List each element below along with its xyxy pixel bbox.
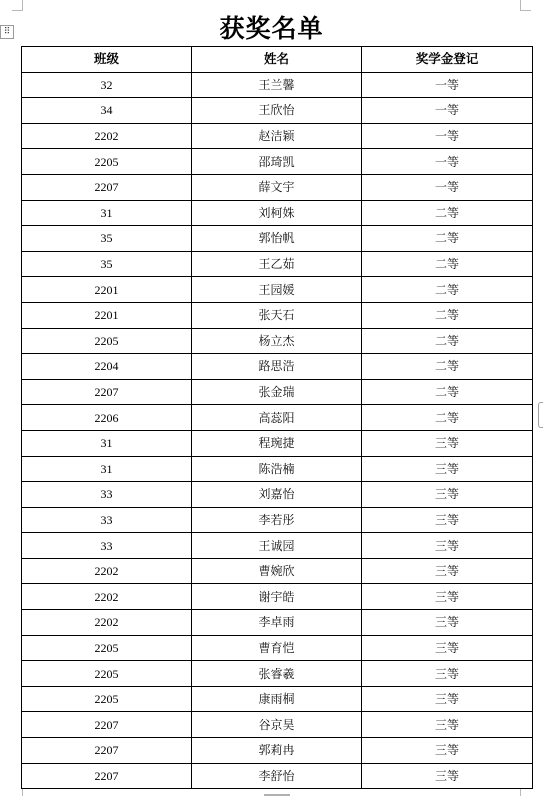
cell-name: 谷京昊: [192, 712, 362, 738]
cell-name: 李舒怡: [192, 763, 362, 789]
crop-mark-top-left: [12, 0, 23, 11]
cell-class: 33: [22, 482, 192, 508]
cell-name: 李卓雨: [192, 610, 362, 636]
cell-class: 2207: [22, 712, 192, 738]
table-row: [22, 738, 533, 764]
table-body: [22, 72, 533, 789]
table-resize-handle[interactable]: [538, 402, 543, 428]
cell-award: 二等: [362, 328, 533, 354]
cell-award: 一等: [362, 72, 533, 98]
cell-name: 薛文宇: [192, 174, 362, 200]
cell-award: 三等: [362, 610, 533, 636]
cell-name: 王乙茹: [192, 251, 362, 277]
table-row: [22, 226, 533, 252]
cell-class: 32: [22, 72, 192, 98]
cell-class: 2204: [22, 354, 192, 380]
award-list-table: [21, 46, 533, 789]
cell-award: 一等: [362, 149, 533, 175]
table-row: [22, 763, 533, 789]
cell-class: 2201: [22, 302, 192, 328]
table-row: [22, 635, 533, 661]
cell-name: 刘嘉怡: [192, 482, 362, 508]
cell-class: 31: [22, 430, 192, 456]
table-row: [22, 456, 533, 482]
table-row: [22, 354, 533, 380]
cell-name: 曹育恺: [192, 635, 362, 661]
crop-mark-top-right: [520, 0, 531, 11]
cell-award: 三等: [362, 661, 533, 687]
cell-name: 郭莉冉: [192, 738, 362, 764]
cell-class: 2205: [22, 661, 192, 687]
table-row: [22, 610, 533, 636]
cell-award: 三等: [362, 686, 533, 712]
table-row: [22, 200, 533, 226]
table-row: [22, 328, 533, 354]
cell-name: 张睿羲: [192, 661, 362, 687]
cell-class: 2202: [22, 123, 192, 149]
cell-class: 31: [22, 456, 192, 482]
table-row: [22, 507, 533, 533]
cell-class: 34: [22, 98, 192, 124]
cell-award: 二等: [362, 379, 533, 405]
table-header-row: [22, 47, 533, 73]
cell-award: 一等: [362, 174, 533, 200]
cell-award: 三等: [362, 430, 533, 456]
cell-class: 2205: [22, 635, 192, 661]
cell-award: 三等: [362, 533, 533, 559]
cell-class: 33: [22, 533, 192, 559]
cell-award: 二等: [362, 302, 533, 328]
cell-name: 程琬捷: [192, 430, 362, 456]
cell-award: 三等: [362, 482, 533, 508]
cell-award: 三等: [362, 558, 533, 584]
cell-award: 二等: [362, 277, 533, 303]
cell-class: 2207: [22, 738, 192, 764]
table-row: [22, 251, 533, 277]
cell-award: 二等: [362, 405, 533, 431]
cell-class: 2205: [22, 149, 192, 175]
cell-class: 2207: [22, 763, 192, 789]
cell-award: 一等: [362, 123, 533, 149]
cell-name: 王兰馨: [192, 72, 362, 98]
cell-name: 刘柯姝: [192, 200, 362, 226]
cell-name: 张金瑞: [192, 379, 362, 405]
table-row: [22, 277, 533, 303]
cell-award: 二等: [362, 226, 533, 252]
table-row: [22, 558, 533, 584]
cell-name: 陈浩楠: [192, 456, 362, 482]
cell-award: 一等: [362, 98, 533, 124]
table-row: [22, 379, 533, 405]
cell-award: 二等: [362, 354, 533, 380]
table-row: [22, 98, 533, 124]
cell-class: 2205: [22, 686, 192, 712]
table-row: [22, 430, 533, 456]
cell-award: 三等: [362, 635, 533, 661]
column-header-class: 班级: [22, 47, 192, 73]
cell-name: 邵琦凯: [192, 149, 362, 175]
cell-class: 31: [22, 200, 192, 226]
cell-name: 王园媛: [192, 277, 362, 303]
cell-name: 郭怡帆: [192, 226, 362, 252]
cell-name: 张天石: [192, 302, 362, 328]
column-header-award: 奖学金登记: [362, 47, 533, 73]
cell-award: 三等: [362, 584, 533, 610]
table-row: [22, 712, 533, 738]
cell-award: 二等: [362, 251, 533, 277]
table-row: [22, 533, 533, 559]
cell-class: 35: [22, 226, 192, 252]
cell-name: 曹婉欣: [192, 558, 362, 584]
cell-award: 三等: [362, 712, 533, 738]
cell-class: 2205: [22, 328, 192, 354]
cell-name: 路思浩: [192, 354, 362, 380]
cell-name: 王诚园: [192, 533, 362, 559]
cell-class: 33: [22, 507, 192, 533]
table-row: [22, 174, 533, 200]
cell-name: 谢宇皓: [192, 584, 362, 610]
table-row: [22, 686, 533, 712]
cell-class: 2206: [22, 405, 192, 431]
cell-name: 李若彤: [192, 507, 362, 533]
cell-award: 三等: [362, 456, 533, 482]
table-row: [22, 123, 533, 149]
table-row: [22, 405, 533, 431]
table-row: [22, 302, 533, 328]
cell-class: 2202: [22, 610, 192, 636]
table-move-handle-icon[interactable]: ⠿: [0, 25, 14, 39]
cell-award: 二等: [362, 200, 533, 226]
cell-name: 王欣怡: [192, 98, 362, 124]
table-row: [22, 661, 533, 687]
cell-class: 2202: [22, 558, 192, 584]
cell-class: 2207: [22, 174, 192, 200]
cell-class: 35: [22, 251, 192, 277]
cell-class: 2202: [22, 584, 192, 610]
column-header-name: 姓名: [192, 47, 362, 73]
cell-class: 2207: [22, 379, 192, 405]
cell-award: 三等: [362, 738, 533, 764]
page-title: 获奖名单: [219, 14, 324, 43]
table-row: [22, 482, 533, 508]
table-row: [22, 72, 533, 98]
table-row: [22, 149, 533, 175]
cell-class: 2201: [22, 277, 192, 303]
cell-award: 三等: [362, 507, 533, 533]
cell-name: 高蕊阳: [192, 405, 362, 431]
cell-name: 杨立杰: [192, 328, 362, 354]
cell-name: 赵洁颖: [192, 123, 362, 149]
cell-award: 三等: [362, 763, 533, 789]
cell-name: 康雨桐: [192, 686, 362, 712]
table-row: [22, 584, 533, 610]
